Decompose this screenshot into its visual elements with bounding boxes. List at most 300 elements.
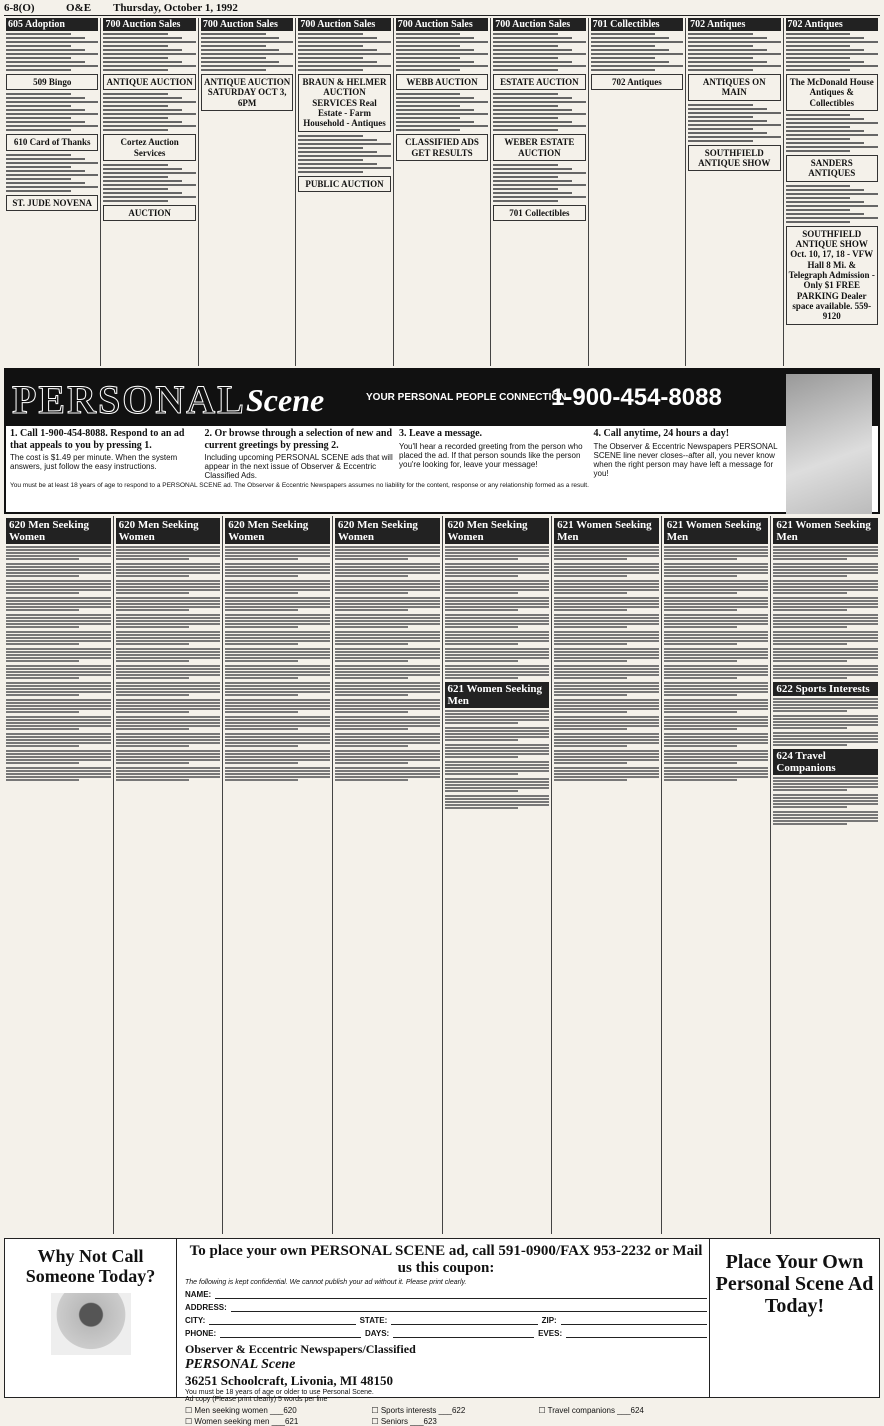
text-line — [664, 694, 737, 696]
personal-ad — [6, 546, 111, 560]
personal-ad — [335, 614, 440, 628]
text-line — [786, 138, 851, 140]
category-checkbox[interactable] — [538, 1406, 707, 1415]
text-line — [445, 589, 550, 591]
text-line — [554, 597, 659, 599]
text-line — [773, 677, 846, 679]
text-line — [6, 45, 71, 47]
text-line — [786, 221, 851, 223]
text-line — [664, 742, 769, 744]
zip-field[interactable] — [561, 1315, 707, 1325]
text-line — [225, 719, 330, 721]
print-note: Ad copy (Please print clearly) 5 words per line — [185, 1396, 328, 1403]
text-line — [225, 745, 298, 747]
category-label: Women seeking men ___621 — [194, 1417, 299, 1426]
text-line — [6, 121, 85, 123]
text-line — [664, 589, 769, 591]
display-ad: The McDonald House Antiques & Collectibles — [786, 74, 878, 111]
city-label: CITY: — [185, 1316, 206, 1325]
eves-field[interactable] — [566, 1328, 707, 1338]
text-line — [396, 53, 488, 55]
text-line — [298, 167, 390, 169]
text-line — [554, 660, 627, 662]
text-line — [298, 53, 390, 55]
text-line — [445, 730, 550, 732]
text-line — [664, 549, 769, 551]
text-line — [335, 725, 440, 727]
text-line — [6, 566, 111, 568]
text-line — [773, 651, 878, 653]
personal-ad — [335, 716, 440, 730]
text-line — [554, 688, 659, 690]
text-line — [225, 733, 330, 735]
text-line — [103, 105, 168, 107]
text-line — [335, 739, 440, 741]
personal-ad — [6, 597, 111, 611]
column-heading: 700 Auction Sales — [103, 18, 195, 31]
city-field[interactable] — [209, 1315, 355, 1325]
text-line — [773, 575, 846, 577]
personal-ad — [6, 682, 111, 696]
text-line — [445, 750, 550, 752]
text-line — [554, 648, 659, 650]
text-line — [554, 668, 659, 670]
personal-ad — [445, 648, 550, 662]
checkbox-icon[interactable]: ☐ — [371, 1417, 381, 1426]
column-heading: 702 Antiques — [786, 18, 878, 31]
why-text: Why Not Call Someone Today? — [25, 1246, 156, 1286]
text-line — [335, 762, 408, 764]
phone-man-illustration — [51, 1293, 131, 1355]
text-line — [298, 135, 363, 137]
text-line — [6, 186, 98, 188]
text-line — [554, 711, 627, 713]
text-line — [6, 767, 111, 769]
text-line — [664, 688, 769, 690]
text-line — [664, 558, 737, 560]
text-line — [116, 643, 189, 645]
personal-ad — [225, 682, 330, 696]
text-line — [773, 580, 878, 582]
text-line — [6, 776, 111, 778]
text-line — [225, 566, 330, 568]
listing-column — [771, 516, 880, 1234]
text-line — [664, 563, 769, 565]
text-line — [6, 546, 111, 548]
text-line — [554, 674, 659, 676]
banner-disclaimer: You must be at least 18 years of age to respond to a PERSONAL SCENE ad. The Observer & Eccentric Newspapers assumes no liability for the content, response or any relationship formed as a result. — [10, 482, 589, 489]
text-line — [225, 589, 330, 591]
text-line — [445, 716, 550, 718]
personal-ad — [116, 767, 221, 781]
text-line — [664, 776, 769, 778]
personal-ad — [554, 665, 659, 679]
text-line — [664, 572, 769, 574]
text-line — [6, 770, 111, 772]
text-line — [103, 125, 195, 127]
text-line — [773, 589, 878, 591]
text-line — [773, 794, 878, 796]
eves-label: EVES: — [538, 1329, 563, 1338]
text-line — [6, 733, 111, 735]
text-line — [103, 33, 168, 35]
personal-ad — [225, 648, 330, 662]
text-line — [773, 698, 878, 700]
text-line — [298, 49, 377, 51]
text-line — [335, 563, 440, 565]
text-line — [103, 93, 168, 95]
text-line — [225, 756, 330, 758]
personal-ad — [773, 614, 878, 628]
personal-ad — [664, 597, 769, 611]
text-line — [335, 617, 440, 619]
text-line — [6, 190, 71, 192]
text-line — [664, 767, 769, 769]
text-line — [773, 643, 846, 645]
text-line — [396, 125, 488, 127]
text-line — [335, 592, 408, 594]
section-heading: 621 Women Seeking Men — [554, 518, 659, 544]
display-ad: AUCTION — [103, 205, 195, 221]
text-line — [225, 773, 330, 775]
text-line — [445, 546, 550, 548]
text-line — [445, 643, 518, 645]
text-line — [225, 705, 330, 707]
text-line — [773, 727, 846, 729]
text-line — [6, 113, 98, 115]
text-line — [493, 57, 558, 59]
text-line — [225, 694, 298, 696]
text-line — [116, 694, 189, 696]
text-line — [103, 41, 195, 43]
personal-ad — [664, 733, 769, 747]
text-line — [335, 767, 440, 769]
text-line — [6, 37, 85, 39]
text-line — [688, 120, 767, 122]
text-line — [664, 592, 737, 594]
text-line — [6, 753, 111, 755]
text-line — [786, 201, 865, 203]
address-label: ADDRESS: — [185, 1303, 227, 1312]
text-line — [116, 705, 221, 707]
text-line — [103, 97, 182, 99]
personal-ad — [116, 631, 221, 645]
personal-ad — [225, 716, 330, 730]
section-heading: 622 Sports Interests — [773, 682, 878, 696]
personal-ad — [664, 563, 769, 577]
personal-ad — [6, 648, 111, 662]
text-line — [103, 184, 195, 186]
text-line — [554, 665, 659, 667]
text-line — [335, 620, 440, 622]
personal-ad — [6, 580, 111, 594]
category-checkbox[interactable] — [185, 1417, 361, 1426]
text-line — [6, 69, 71, 71]
banner-tagline: YOUR PERSONAL PEOPLE CONNECTION — [366, 392, 567, 403]
category-checkbox[interactable] — [185, 1406, 361, 1415]
text-line — [688, 140, 753, 142]
text-line — [445, 563, 550, 565]
text-line — [116, 657, 221, 659]
checkbox-icon[interactable]: ☐ — [371, 1406, 381, 1415]
text-line — [225, 592, 298, 594]
text-line — [664, 600, 769, 602]
display-ad: WEBB AUCTION — [396, 74, 488, 90]
personal-ad — [6, 631, 111, 645]
text-line — [445, 713, 550, 715]
text-line — [664, 623, 769, 625]
text-line — [116, 637, 221, 639]
personal-ad — [225, 733, 330, 747]
name-field[interactable] — [215, 1289, 707, 1299]
text-line — [225, 665, 330, 667]
text-line — [493, 168, 572, 170]
text-line — [335, 776, 440, 778]
text-line — [116, 756, 221, 758]
text-line — [591, 53, 683, 55]
step-title: 1. Call 1-900-454-8088. Respond to an ad that appeals to you by pressing 1. — [10, 428, 185, 451]
text-line — [6, 125, 98, 127]
category-label: Sports interests ___622 — [380, 1406, 466, 1415]
personal-ad — [225, 580, 330, 594]
text-line — [445, 787, 550, 789]
text-line — [298, 65, 390, 67]
publisher: Observer & Eccentric Newspapers/Classified — [185, 1342, 416, 1356]
text-line — [116, 702, 221, 704]
category-checkbox[interactable] — [371, 1417, 528, 1426]
personal-ad — [554, 631, 659, 645]
text-line — [335, 711, 408, 713]
text-line — [103, 129, 168, 131]
text-line — [773, 668, 878, 670]
text-line — [103, 37, 182, 39]
text-line — [554, 773, 659, 775]
text-line — [6, 603, 111, 605]
text-line — [225, 600, 330, 602]
text-line — [493, 41, 585, 43]
text-line — [116, 773, 221, 775]
text-line — [664, 773, 769, 775]
text-line — [554, 677, 627, 679]
text-line — [201, 57, 266, 59]
text-line — [116, 745, 189, 747]
text-line — [664, 606, 769, 608]
text-line — [6, 178, 71, 180]
text-line — [225, 762, 298, 764]
text-line — [6, 719, 111, 721]
personal-ad — [554, 716, 659, 730]
text-line — [773, 823, 846, 825]
text-line — [6, 643, 79, 645]
text-line — [773, 572, 878, 574]
checkbox-icon[interactable]: ☐ — [185, 1406, 195, 1415]
text-line — [6, 174, 98, 176]
text-line — [335, 668, 440, 670]
text-line — [664, 719, 769, 721]
text-line — [6, 97, 85, 99]
text-line — [225, 728, 298, 730]
personal-ad — [554, 580, 659, 594]
text-line — [6, 762, 79, 764]
personal-ad — [116, 716, 221, 730]
text-line — [6, 742, 111, 744]
text-line — [554, 555, 659, 557]
text-line — [773, 732, 878, 734]
text-line — [116, 699, 221, 701]
text-line — [591, 37, 670, 39]
text-line — [116, 563, 221, 565]
text-line — [554, 631, 659, 633]
text-line — [773, 657, 878, 659]
section-heading: 621 Women Seeking Men — [445, 682, 550, 708]
personal-ad — [335, 546, 440, 560]
banner-logo-scene: Scene — [246, 382, 325, 418]
text-line — [445, 677, 518, 679]
personal-ad — [225, 767, 330, 781]
text-line — [116, 776, 221, 778]
text-line — [116, 549, 221, 551]
text-line — [493, 117, 558, 119]
personal-scene-banner — [4, 368, 880, 514]
text-line — [6, 592, 79, 594]
text-line — [786, 45, 851, 47]
personal-listings — [4, 516, 880, 1234]
text-line — [6, 620, 111, 622]
personal-ad — [116, 597, 221, 611]
text-line — [554, 558, 627, 560]
text-line — [445, 654, 550, 656]
text-line — [116, 759, 221, 761]
text-line — [445, 555, 550, 557]
text-line — [335, 770, 440, 772]
text-line — [116, 750, 221, 752]
text-line — [773, 704, 878, 706]
checkbox-icon[interactable]: ☐ — [538, 1406, 548, 1415]
column-heading: 700 Auction Sales — [493, 18, 585, 31]
step-title: 3. Leave a message. — [399, 428, 483, 439]
text-line — [103, 69, 168, 71]
text-line — [664, 756, 769, 758]
text-line — [103, 101, 195, 103]
text-line — [6, 589, 111, 591]
text-line — [335, 566, 440, 568]
text-line — [554, 733, 659, 735]
phone-field[interactable] — [220, 1328, 361, 1338]
text-line — [298, 41, 390, 43]
text-line — [445, 747, 550, 749]
checkbox-icon[interactable]: ☐ — [185, 1417, 195, 1426]
text-line — [554, 699, 659, 701]
text-line — [116, 600, 221, 602]
state-label: STATE: — [359, 1316, 388, 1325]
text-line — [664, 626, 737, 628]
category-checkbox[interactable] — [371, 1406, 528, 1415]
state-field[interactable] — [391, 1315, 537, 1325]
personal-ad — [225, 614, 330, 628]
paper-name: O&E — [66, 2, 92, 14]
text-line — [116, 546, 221, 548]
text-line — [335, 626, 408, 628]
text-line — [554, 600, 659, 602]
text-line — [298, 155, 390, 157]
text-line — [103, 180, 182, 182]
text-line — [6, 640, 111, 642]
text-line — [225, 736, 330, 738]
text-line — [786, 217, 878, 219]
text-line — [6, 105, 71, 107]
text-line — [6, 61, 85, 63]
text-line — [201, 61, 280, 63]
text-line — [116, 742, 221, 744]
text-line — [445, 739, 518, 741]
text-line — [554, 671, 659, 673]
personal-ad — [116, 648, 221, 662]
text-line — [773, 569, 878, 571]
personal-ad — [335, 648, 440, 662]
text-line — [591, 45, 656, 47]
text-line — [554, 702, 659, 704]
text-line — [201, 53, 293, 55]
text-line — [445, 710, 550, 712]
personal-ad — [554, 614, 659, 628]
text-line — [201, 33, 266, 35]
text-line — [335, 745, 408, 747]
text-line — [773, 806, 846, 808]
text-line — [225, 688, 330, 690]
text-line — [116, 572, 221, 574]
text-line — [225, 572, 330, 574]
text-line — [116, 716, 221, 718]
text-line — [225, 759, 330, 761]
text-line — [554, 575, 627, 577]
personal-ad — [773, 546, 878, 560]
display-ad: CLASSIFIED ADS GET RESULTS — [396, 134, 488, 161]
listing-column — [333, 516, 443, 1234]
personal-ad — [445, 631, 550, 645]
days-field[interactable] — [393, 1328, 534, 1338]
issue-date: Thursday, October 1, 1992 — [113, 2, 238, 14]
text-line — [554, 620, 659, 622]
text-line — [445, 614, 550, 616]
text-line — [688, 53, 780, 55]
personal-ad — [554, 563, 659, 577]
text-line — [6, 657, 111, 659]
text-line — [335, 606, 440, 608]
text-line — [554, 739, 659, 741]
text-line — [445, 778, 550, 780]
text-line — [103, 196, 195, 198]
text-line — [664, 665, 769, 667]
text-line — [225, 770, 330, 772]
zip-label: ZIP: — [541, 1316, 557, 1325]
personal-ad — [6, 665, 111, 679]
text-line — [554, 549, 659, 551]
address-field[interactable] — [231, 1302, 707, 1312]
text-line — [554, 767, 659, 769]
place-your-ad: Place Your Own Personal Scene Ad Today! — [709, 1239, 879, 1397]
text-line — [773, 617, 878, 619]
text-line — [688, 33, 753, 35]
section-heading: 621 Women Seeking Men — [773, 518, 878, 544]
text-line — [335, 733, 440, 735]
text-line — [773, 614, 878, 616]
text-line — [493, 105, 558, 107]
text-line — [493, 192, 572, 194]
text-line — [6, 677, 79, 679]
text-line — [664, 745, 737, 747]
text-line — [116, 736, 221, 738]
banner-logo: PERSONAL — [12, 377, 246, 422]
